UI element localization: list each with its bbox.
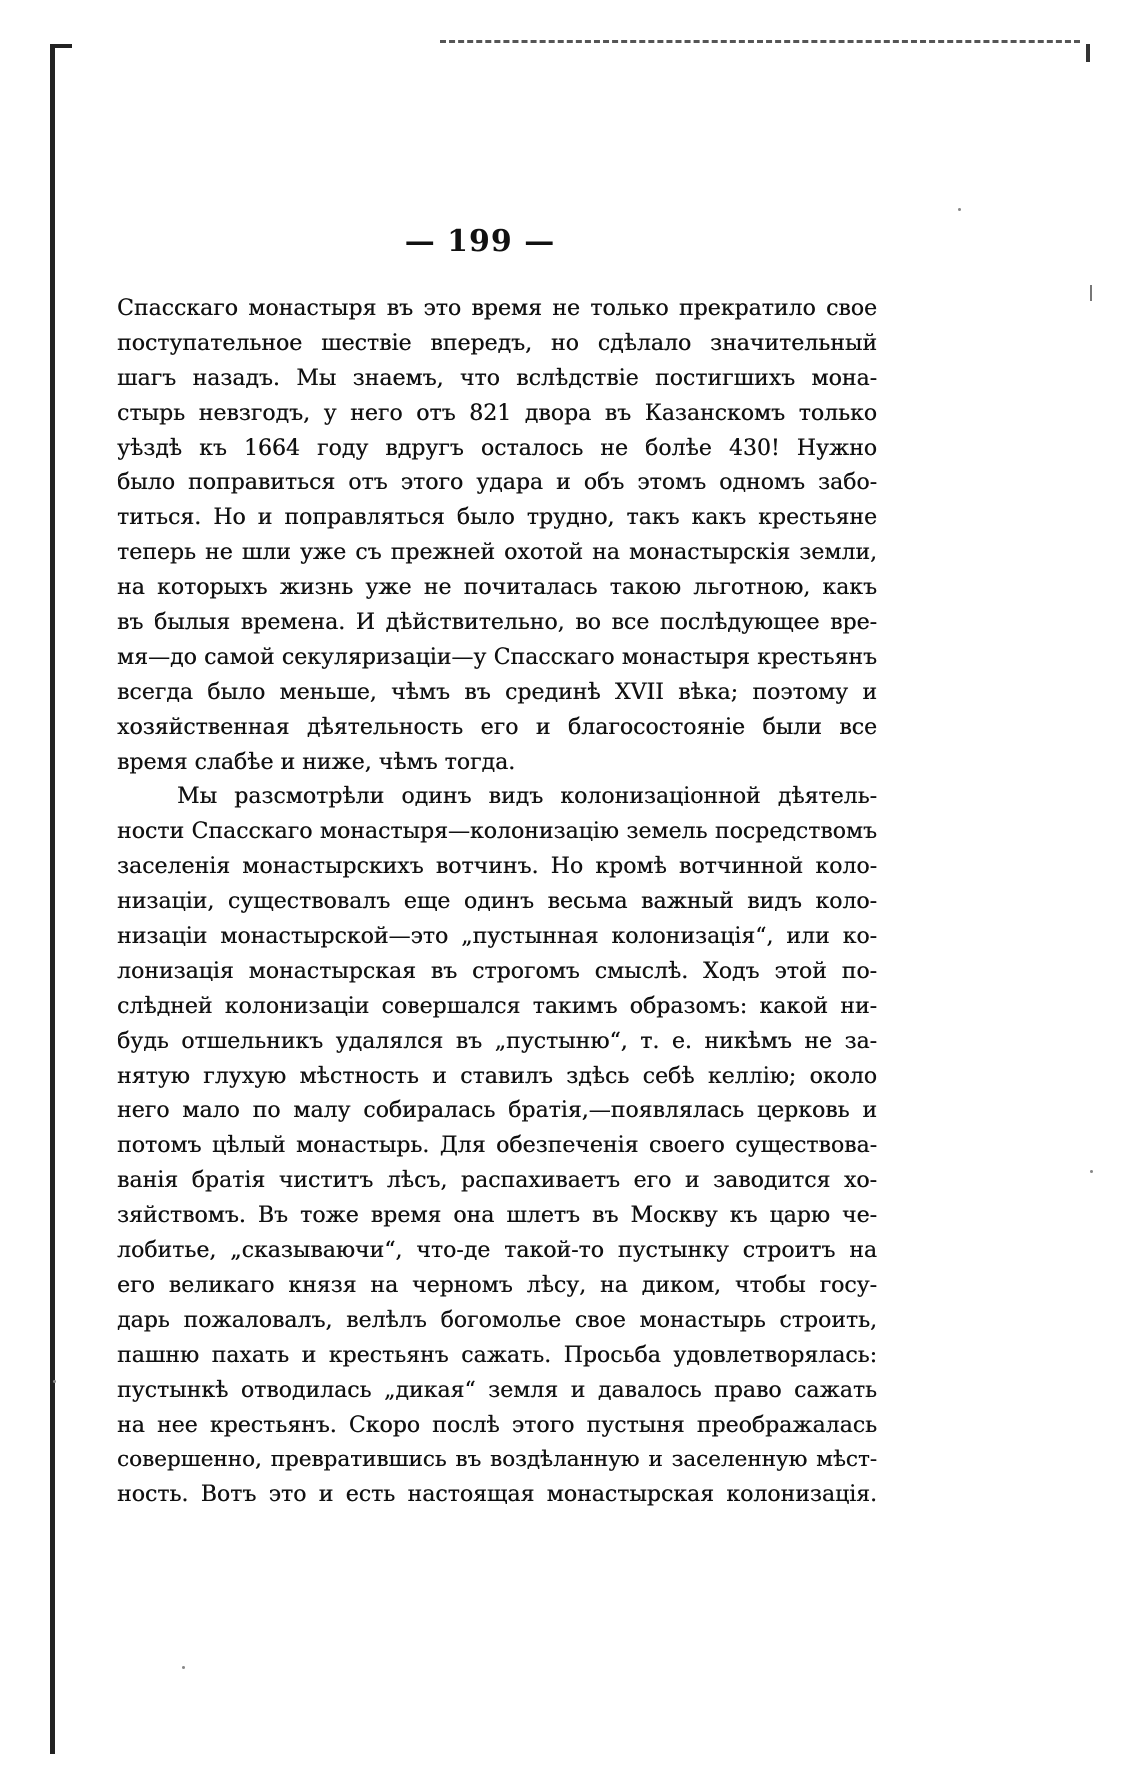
text-line: пашню пахать и крестьянъ сажать. Просьба удовлетворялась: [117, 1342, 877, 1368]
text-line: было поправиться отъ этого удара и объ этомъ одномъ забо- [117, 470, 877, 496]
text-line: ности Спасскаго монастыря—колонизацію земель посредствомъ [117, 819, 877, 845]
text-line: теперь не шли уже съ прежней охотой на монастырскія земли, [117, 540, 877, 566]
text-line: Мы разсмотрѣли одинъ видъ колонизаціонной дѣятель- [177, 784, 877, 810]
scan-speck [958, 208, 961, 211]
text-line: ность. Вотъ это и есть настоящая монастырская колонизація. [117, 1482, 877, 1508]
text-line: лобитье, „сказываючи“, что-де такой-то пустынку строитъ на [117, 1238, 877, 1264]
text-line: низаціи, существовалъ еще одинъ весьма важный видъ коло- [117, 889, 877, 915]
text-line: хозяйственная дѣятельность его и благосостояніе были все [117, 714, 877, 740]
scan-speck [1090, 1170, 1093, 1173]
text-line: лонизація монастырская въ строгомъ смыслѣ. Ходъ этой по- [117, 958, 877, 984]
text-line: дарь пожаловалъ, велѣлъ богомолье свое монастырь строить, [117, 1307, 877, 1333]
text-line: заселенія монастырскихъ вотчинъ. Но кромѣ вотчинной коло- [117, 854, 877, 880]
scan-right-corner-mark [1086, 44, 1090, 62]
scan-speck [182, 1666, 185, 1669]
scan-speck [53, 1380, 56, 1383]
scan-right-margin-mark [1090, 285, 1092, 301]
text-line: уѣздѣ къ 1664 году вдругъ осталось не болѣе 430! Нужно [117, 435, 877, 461]
text-line: мя—до самой секуляризаціи—у Спасскаго монастыря крестьянъ [117, 644, 877, 670]
text-line: совершенно, превратившись въ воздѣланную и заселенную мѣст- [117, 1447, 877, 1473]
text-line: титься. Но и поправляться было трудно, такъ какъ крестьяне [117, 505, 877, 531]
text-line: всегда было меньше, чѣмъ въ срединѣ XVII вѣка; поэтому и [117, 679, 877, 705]
paragraph-2 [117, 780, 877, 1513]
text-line: слѣдней колонизаціи совершался такимъ образомъ: какой ни- [117, 993, 877, 1019]
body-text [117, 292, 877, 1513]
text-line: на нее крестьянъ. Скоро послѣ этого пустыня преображалась [117, 1412, 877, 1438]
text-line: пустынкѣ отводилась „дикая“ земля и давалось право сажать [117, 1377, 877, 1403]
text-line: будь отшельникъ удалялся въ „пустыню“, т. е. никѣмъ не за- [117, 1028, 877, 1054]
text-line: зяйствомъ. Въ тоже время она шлетъ въ Москву къ царю че- [117, 1203, 877, 1229]
text-line: ванія братія чиститъ лѣсъ, распахиваетъ его и заводится хо- [117, 1168, 877, 1194]
text-line: потомъ цѣлый монастырь. Для обезпеченія своего существова- [117, 1133, 877, 1159]
text-line: шагъ назадъ. Мы знаемъ, что вслѣдствіе постигшихъ мона- [117, 365, 877, 391]
text-line: на которыхъ жизнь уже не почиталась такою льготною, какъ [117, 575, 877, 601]
scan-left-edge-line [50, 44, 55, 1754]
page-number: — 199 — [404, 224, 556, 259]
text-line: время слабѣе и ниже, чѣмъ тогда. [117, 749, 516, 775]
text-line: стырь невзгодъ, у него отъ 821 двора въ Казанскомъ только [117, 400, 877, 426]
scan-top-edge-line [440, 40, 1080, 43]
text-line: Спасскаго монастыря въ это время не только прекратило свое [117, 296, 877, 321]
text-line: въ былыя времена. И дѣйствительно, во все послѣдующее вре- [117, 610, 877, 636]
text-line: него мало по малу собиралась братія,—появлялась церковь и [117, 1098, 877, 1124]
text-line: низаціи монастырской—это „пустынная колонизація“, или ко- [117, 924, 877, 950]
text-line: нятую глухую мѣстность и ставилъ здѣсь себѣ келлію; около [117, 1063, 877, 1089]
paragraph-1 [117, 292, 877, 780]
text-line: его великаго князя на черномъ лѣсу, на диком, чтобы госу- [117, 1272, 877, 1298]
scan-left-corner-tick [50, 44, 72, 48]
text-line: поступательное шествіе впередъ, но сдѣлало значительный [117, 330, 877, 356]
